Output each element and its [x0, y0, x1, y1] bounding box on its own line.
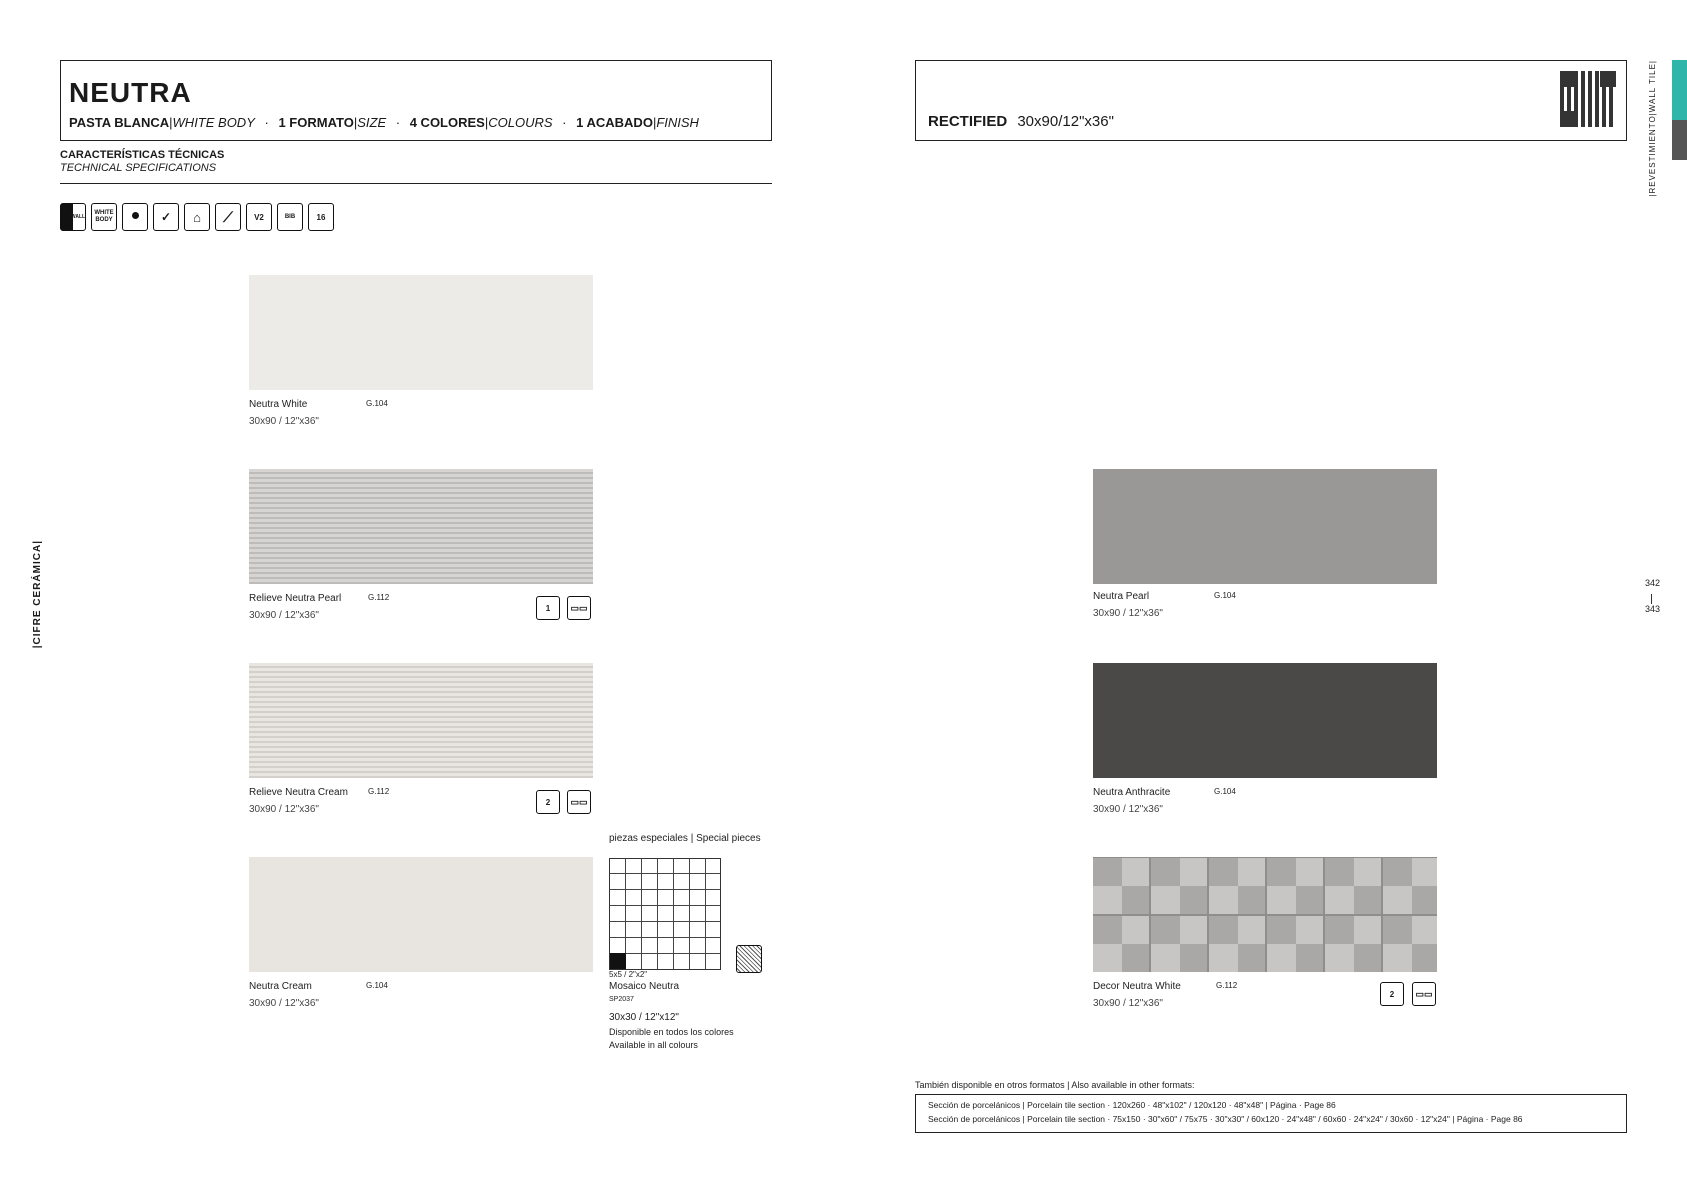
right-tab-gray — [1672, 120, 1687, 160]
tile-size: 30x90 / 12"x36" — [249, 998, 319, 1009]
tile-code: G.104 — [366, 399, 388, 408]
tile-name: Neutra Pearl — [1093, 591, 1150, 602]
brand-vertical: |CIFRE CERÁMICA| — [32, 540, 43, 649]
tile-name: Relieve Neutra Cream — [249, 787, 348, 798]
white-body-icon — [91, 203, 117, 231]
colours-en: COLOURS — [488, 115, 553, 130]
relief-icon: ▭▭ — [1412, 982, 1436, 1006]
pieces-box-icon — [308, 203, 334, 231]
frost-icon — [277, 203, 303, 231]
edge-icon: ⟋ — [215, 203, 241, 231]
tile-size: 30x90 / 12"x36" — [249, 610, 319, 621]
format-en: SIZE — [357, 115, 387, 130]
pieces-badge-icon — [1380, 982, 1404, 1006]
tile-size: 30x90 / 12"x36" — [1093, 608, 1163, 619]
finish-es: 1 ACABADO — [576, 115, 653, 130]
tech-divider — [60, 183, 772, 184]
page-number-a: 342 — [1645, 578, 1661, 588]
body-es: PASTA BLANCA — [69, 115, 170, 130]
pieces-label: 16 — [316, 212, 326, 222]
shade-variation-icon — [246, 203, 272, 231]
tile-size: 30x90 / 12"x36" — [1093, 804, 1163, 815]
relief-icon: ▭▭ — [567, 790, 591, 814]
mosaic-code: SP2037 — [609, 996, 634, 1003]
left-header-box — [60, 60, 772, 141]
right-header-text — [928, 113, 1114, 130]
right-header-box — [915, 60, 1627, 141]
rectified-label: RECTIFIED — [928, 113, 1008, 130]
tile-relieve-neutra-pearl[interactable] — [249, 469, 593, 584]
formats-line-1: Sección de porcelánicos | Porcelain tile section · 120x260 · 48"x102" / 120x120 · 48"x48" | Página · Page 86 — [928, 1100, 1336, 1110]
relief-icon: ▭▭ — [567, 596, 591, 620]
page-divider — [1651, 594, 1652, 604]
formats-line-2: Sección de porcelánicos | Porcelain tile section · 75x150 · 30"x60" / 75x75 · 30"x30" / 60x120 · 24"x48" / 60x60 · 24"x24" / 30x60 · 12"x24" | Página · Page 86 — [928, 1114, 1523, 1124]
formats-title: También disponible en otros formatos | Also available in other formats: — [915, 1080, 1195, 1090]
tile-code: G.104 — [1214, 591, 1236, 600]
pieces-badge-icon — [536, 790, 560, 814]
tech-title-en: TECHNICAL SPECIFICATIONS — [60, 162, 217, 174]
tile-relieve-neutra-cream[interactable] — [249, 663, 593, 778]
collection-title: NEUTRA — [69, 77, 192, 108]
white-body-label: WHITE BODY — [94, 210, 114, 223]
tile-neutra-cream[interactable] — [249, 857, 593, 972]
collection-subtitle: PASTA BLANCA|WHITE BODY · 1 FORMATO|SIZE · 4 COLORES|COLOURS · 1 ACABADO|FINISH — [69, 115, 699, 130]
format-es: 1 FORMATO — [278, 115, 354, 130]
matt-dot — [132, 212, 139, 219]
tile-decor-neutra-white[interactable] — [1093, 857, 1437, 972]
body-en: WHITE BODY — [172, 115, 255, 130]
matt-icon — [122, 203, 148, 231]
mosaic-grid[interactable] — [609, 858, 721, 970]
tile-neutra-anthracite[interactable] — [1093, 663, 1437, 778]
tile-neutra-pearl[interactable] — [1093, 469, 1437, 584]
mesh-icon — [736, 945, 762, 973]
tech-title-es: CARACTERÍSTICAS TÉCNICAS — [60, 149, 225, 161]
tile-neutra-white[interactable] — [249, 275, 593, 390]
tile-size: 30x90 / 12"x36" — [249, 416, 319, 427]
sep-3: · — [562, 115, 567, 130]
shade-label: V2 — [254, 212, 264, 222]
mosaic-size: 30x30 / 12"x12" — [609, 1012, 679, 1023]
tile-size: 30x90 / 12"x36" — [1093, 998, 1163, 1009]
formats-box — [915, 1094, 1627, 1133]
tile-code: G.104 — [366, 981, 388, 990]
tile-name: Decor Neutra White — [1093, 981, 1181, 992]
page-number-b: 343 — [1645, 604, 1661, 614]
tile-code: G.112 — [368, 787, 390, 796]
pieces-badge-icon — [536, 596, 560, 620]
rectified-size: 30x90/12"x36" — [1017, 113, 1114, 130]
tile-code: G.112 — [1216, 981, 1238, 990]
rectified-icon: ✓ — [153, 203, 179, 231]
qr-code[interactable] — [1560, 71, 1616, 127]
mosaic-grid-label: 5x5 / 2"x2" — [609, 970, 648, 979]
sep-1: · — [264, 115, 269, 130]
mosaic-name: Mosaico Neutra — [609, 981, 680, 992]
tile-name: Neutra White — [249, 399, 308, 410]
tile-name: Relieve Neutra Pearl — [249, 593, 342, 604]
interior-icon: ⌂ — [184, 203, 210, 231]
mosaic-avail-en: Available in all colours — [609, 1040, 698, 1050]
tile-name: Neutra Anthracite — [1093, 787, 1171, 798]
badge-label: 2 — [1389, 989, 1395, 999]
badge-label: 1 — [545, 603, 551, 613]
tile-code: G.112 — [368, 593, 390, 602]
special-title: piezas especiales | Special pieces — [609, 833, 761, 844]
sep-2: · — [395, 115, 401, 130]
tile-size: 30x90 / 12"x36" — [249, 804, 319, 815]
tech-icons — [60, 203, 334, 231]
mosaic-sample-chip — [610, 953, 626, 969]
wall-tile-label: WALL — [70, 213, 86, 220]
right-tab-accent — [1672, 60, 1687, 120]
frost-label: BIB — [284, 213, 296, 220]
wall-tile-icon — [60, 203, 86, 231]
tile-name: Neutra Cream — [249, 981, 312, 992]
badge-label: 2 — [545, 797, 551, 807]
tile-code: G.104 — [1214, 787, 1236, 796]
right-tab-label: |REVESTIMIENTO|WALL TILE| — [1648, 60, 1657, 197]
finish-en: FINISH — [656, 115, 699, 130]
colours-es: 4 COLORES — [409, 115, 485, 130]
mosaic-avail-es: Disponible en todos los colores — [609, 1027, 734, 1037]
